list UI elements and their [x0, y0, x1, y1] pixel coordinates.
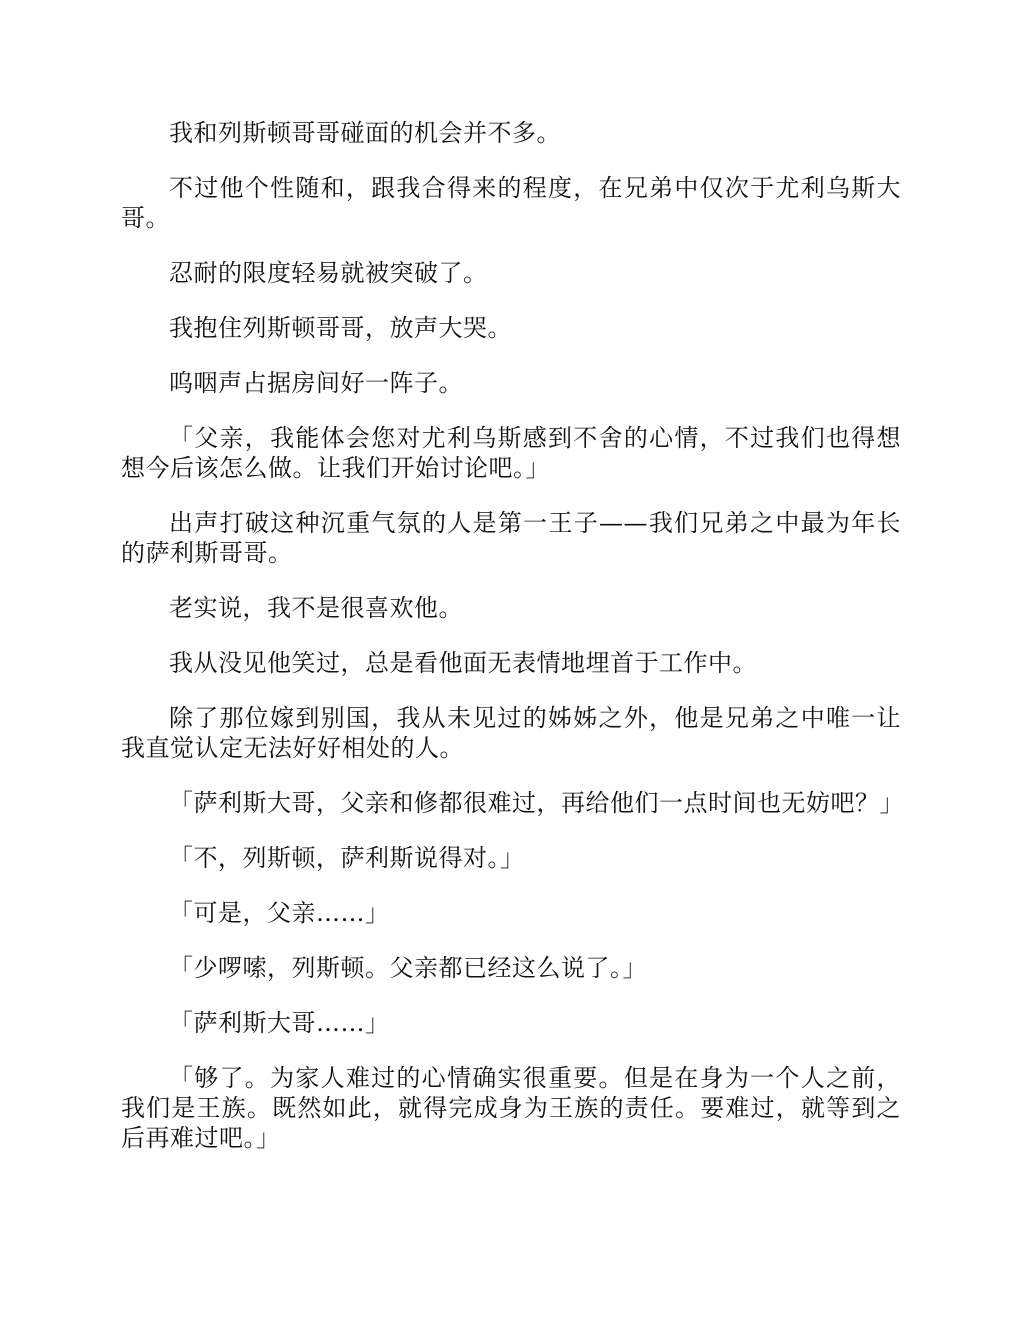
- document-body: [121, 118, 904, 1153]
- paragraph: 「萨利斯大哥，父亲和修都很难过，再给他们一点时间也无妨吧？」: [169, 789, 904, 817]
- paragraph: 「萨利斯大哥……」: [169, 1009, 390, 1037]
- paragraph: 「少啰嗦，列斯顿。父亲都已经这么说了。」: [169, 954, 647, 982]
- paragraph: 不过他个性随和，跟我合得来的程度，在兄弟中仅次于尤利乌斯大哥。: [121, 174, 901, 232]
- paragraph: 忍耐的限度轻易就被突破了。: [169, 259, 488, 287]
- paragraph: 「不，列斯顿，萨利斯说得对。」: [169, 844, 525, 872]
- paragraph: 我和列斯顿哥哥碰面的机会并不多。: [169, 119, 561, 147]
- paragraph: 呜咽声占据房间好一阵子。: [169, 369, 463, 397]
- paragraph: 「够了。为家人难过的心情确实很重要。但是在身为一个人之前，我们是王族。既然如此，就得完成身为王族的责任。要难过，就等到之后再难过吧。」: [121, 1064, 901, 1152]
- paragraph: 除了那位嫁到别国，我从未见过的姊姊之外，他是兄弟之中唯一让我直觉认定无法好好相处的人。: [121, 704, 901, 762]
- paragraph: 出声打破这种沉重气氛的人是第一王子——我们兄弟之中最为年长的萨利斯哥哥。: [121, 509, 901, 567]
- paragraph: 我从没见他笑过，总是看他面无表情地埋首于工作中。: [169, 649, 757, 677]
- paragraph: 我抱住列斯顿哥哥，放声大哭。: [169, 314, 512, 342]
- paragraph: 老实说，我不是很喜欢他。: [169, 594, 463, 622]
- paragraph: 「可是，父亲……」: [169, 899, 390, 927]
- paragraph: 「父亲，我能体会您对尤利乌斯感到不舍的心情，不过我们也得想想今后该怎么做。让我们开始讨论吧。」: [121, 424, 901, 482]
